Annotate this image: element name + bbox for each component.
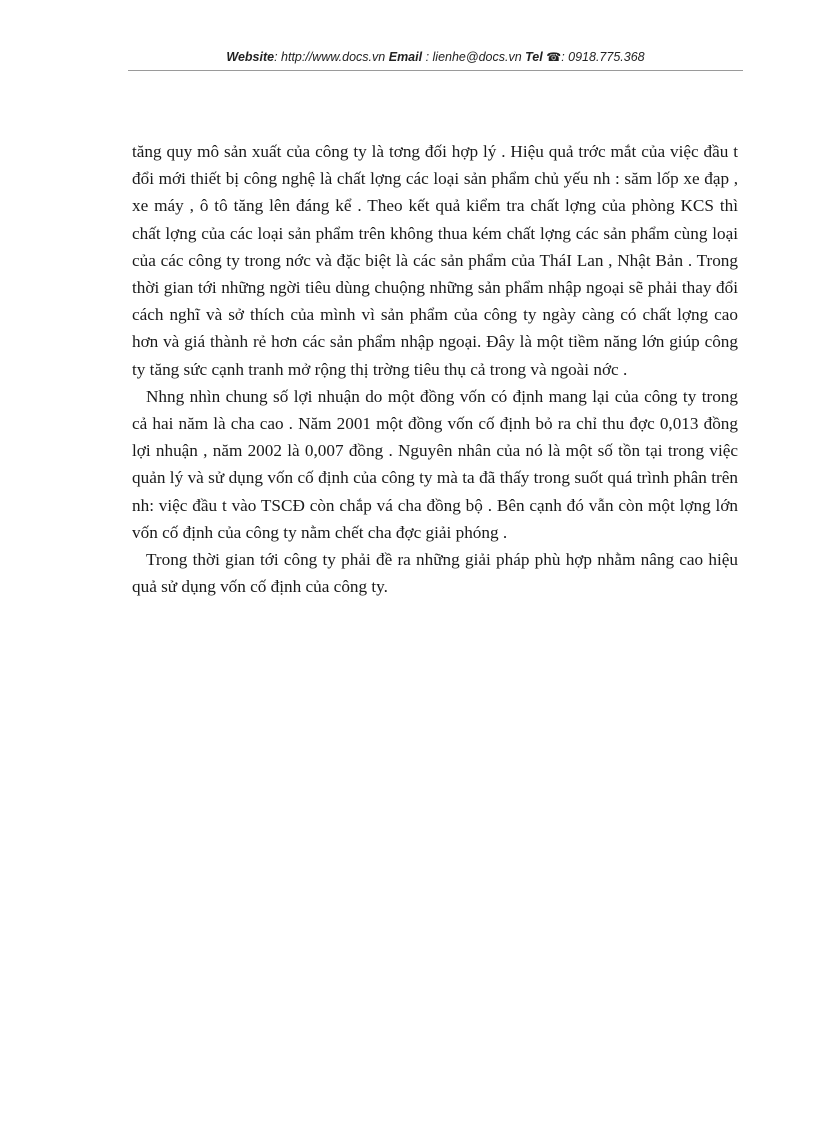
paragraph-1: tăng quy mô sản xuất của công ty là tơng đối hợp lý . Hiệu quả trớc mắt của việc đầu t đổi mới thiết bị công nghệ là chất lợng các loại sản phẩm chủ yếu nh : săm lốp xe đạp , xe máy , ô tô tăng lên đáng kể . Theo kết quả kiểm tra chất lợng của phòng KCS thì chất lợng của các loại sản phẩm trên không thua kém chất lợng các sản phẩm cùng loại của các công ty trong nớc và đặc biệt là các sản phẩm của TháI Lan , Nhật Bản . Trong thời gian tới những ngời tiêu dùng chuộng những sản phẩm nhập ngoại sẽ phải thay đổi cách nghĩ và sở thích của mình vì sản phẩm của công ty ngày càng có chất lợng cao hơn và giá thành rẻ hơn các sản phẩm nhập ngoại. Đây là một tiềm năng lớn giúp công ty tăng sức cạnh tranh mở rộng thị trờng tiêu thụ cả trong và ngoài nớc . [132, 142, 738, 379]
header-divider [128, 70, 743, 71]
paragraph-3: Trong thời gian tới công ty phải đề ra những giải pháp phù hợp nhằm nâng cao hiệu quả sử dụng vốn cố định của công ty. [132, 550, 738, 597]
website-url: : http://www.docs.vn [274, 50, 386, 64]
tel-number: : 0918.775.368 [561, 50, 645, 64]
website-label: Website [226, 50, 275, 64]
email-address: : lienhe@docs.vn [425, 50, 522, 64]
document-body [132, 138, 738, 600]
page-header [128, 50, 743, 64]
tel-label: Tel [525, 50, 543, 64]
email-label: Email [388, 50, 423, 64]
paragraph-2: Nhng nhìn chung số lợi nhuận do một đồng vốn có định mang lại của công ty trong cả hai năm là cha cao . Năm 2001 một đồng vốn cố định bỏ ra chỉ thu đợc 0,013 đồng lợi nhuận , năm 2002 là 0,007 đồng . Nguyên nhân của nó là một số tồn tại trong việc quản lý và sử dụng vốn cố định của công ty mà ta đã thấy trong suốt quá trình phân trên nh: việc đầu t vào TSCĐ còn chắp vá cha đồng bộ . Bên cạnh đó vẫn còn một lợng lớn vốn cố định của công ty nằm chết cha đợc giải phóng . [132, 386, 738, 542]
phone-icon: ☎ [546, 50, 562, 64]
